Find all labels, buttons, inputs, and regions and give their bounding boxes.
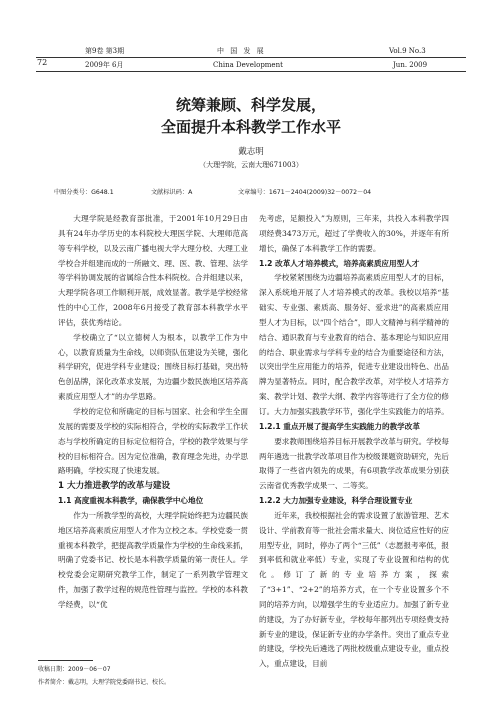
left-paragraph-1: 大理学院是经教育部批准，于2001年10月29日由具有24年办学历史的本科院校大理医学院、大理师范高等专科学校，以及云南广播电视大学大理分校、大理工业学校合并组建而成的一所融文、理、医、教、管理、法学等学科协调发展的省属综合性本科院校。合并组建以来，大理学院各项工作顺利开展，成效显著。教学是学校经常性的中心工作，2008年6月接受了教育部本科教学水平评估，获优秀结论。	[58, 214, 248, 327]
section-heading-1: 1 大力推进教学的改革与建设	[58, 481, 171, 492]
right-paragraph-4: 近年来，我校根据社会的需求设置了旅游管理、艺术设计、学前教育等一批社会需求量大、岗位适应性好的应用型专业，同时，停办了两个“三低”（志愿报考率低，报到率低和就业率低）专业，实现了专业设置和结构的优化。修订了新的专业培养方案，探索了“3+1”、“2+2”的培养方式，在一个专业设置多个不同的培养方向，以增强学生的专业适应力。加强了新专业的建设，为了办好新专业，学校每年都列出专项经费支持新专业的建设，保证新专业的办学条件。突出了重点专业的建设，学校先后遴选了两批校级重点建设专业，重点投入，重点建设，目前	[259, 510, 450, 669]
left-paragraph-3: 学校的定位和所确定的目标与国家、社会和学生全面发展的需要及学校的实际相符合，学校的实际教学工作状态与学校所确定的目标定位相符合，学校的教学效果与学校的目标相符合。因为定位准确，教育理念先进，办学思路明确，学校实现了快速发展。	[58, 406, 248, 476]
footnote-author-bio: 作者简介：戴志明，大理学院党委副书记、校长。	[38, 679, 171, 686]
section-heading-1-2-2: 1.2.2 大力加强专业建设，科学合理设置专业	[259, 496, 413, 506]
author-name: 戴志明	[238, 147, 264, 157]
article-id: 文章编号：1671－2404(2009)32－0072－04	[238, 189, 372, 196]
header-rule-top	[36, 57, 466, 58]
header-date-cn: 2009年 6月	[85, 61, 124, 69]
header-journal-cn: 中 国 发 展	[217, 47, 266, 55]
left-column	[58, 212, 248, 613]
header-journal-en: China Development	[213, 61, 283, 69]
footnote-received: 收稿日期：2009－06－07	[38, 666, 111, 673]
header-volume-en: Vol.9 No.3	[389, 47, 426, 55]
footnote-rule	[38, 660, 93, 661]
header-date-en: Jun. 2009	[393, 61, 428, 69]
right-paragraph-1: 先考虑，足额投入”为原则，三年来，共投入本科教学四项经费3473万元，超过了学费收入的30%，并逐年有所增长，确保了本科教学工作的需要。	[259, 214, 449, 253]
article-title-line1: 统筹兼顾、科学发展，	[175, 96, 326, 114]
section-heading-1-2: 1.2 改革人才培养模式，培养高素质应用型人才	[259, 258, 420, 268]
left-paragraph-4: 作为一所教学型的高校，大理学院始终把为边疆民族地区培养高素质应用型人才作为立校之本。学校党委一贯重视本科教学，把提高教学质量作为学校的生命线来抓，明确了党委书记、校长是本科教学质量的第一责任人。学校党委会定期研究教学工作，制定了一系列教学管理文件，加强了教学过程的规范性管理与监控。学校的本科教学经费，以“优	[58, 510, 248, 609]
header-rule-bottom	[36, 71, 466, 72]
section-heading-1-2-1: 1.2.1 重点开展了提高学生实践能力的教学改革	[259, 421, 420, 431]
page-number: 72	[37, 58, 48, 67]
section-heading-1-1: 1.1 高度重视本科教学，确保教学中心地位	[58, 496, 204, 506]
right-paragraph-2: 学校紧紧围绕为边疆培养高素质应用型人才的目标，深入系统地开展了人才培养模式的改革。我校以培养“基础实、专业强、素质高、服务好、爱求进”的高素质应用型人才为目标，以“四个结合”，即人文精神与科学精神的结合、通识教育与专业教育的结合、基本理论与知识应用的结合、职业需求与学科专业的结合为重要途径和方法，以突出学生应用能力的培养，促进专业建设出特色、出品牌为显著特点。同时，配合教学改革，对学校人才培养方案、教学计划、教学大纲、教学内容等进行了全方位的修订。大力加强实践教学环节，强化学生实践能力的培养。	[259, 273, 450, 416]
header-volume-cn: 第9卷 第3期	[85, 47, 125, 55]
right-column	[259, 212, 449, 672]
clc-number: 中图分类号：G648.1	[54, 189, 114, 196]
article-title-line2: 全面提升本科教学工作水平	[160, 118, 341, 136]
left-paragraph-2: 学校确立了“以立德树人为根本，以教学工作为中心，以教育质量为生命线，以师资队伍建设为关键，强化科学研究，促进学科专业建设；围绕目标打基础，突出特色创品牌，深化改革求发展，为边疆少数民族地区培养高素质应用型人才”的办学思路。	[58, 332, 248, 402]
right-paragraph-3: 要求教师围绕培养目标开展教学改革与研究。学校每两年遴选一批教学改革项目作为校级课题资助研究，先后取得了一些省内领先的成果，有6项教学改革成果分别获云南省优秀教学成果一、二等奖。	[259, 436, 449, 491]
author-affiliation: （大理学院，云南大理671003）	[199, 161, 303, 169]
document-code: 文献标识码：A	[151, 189, 193, 196]
